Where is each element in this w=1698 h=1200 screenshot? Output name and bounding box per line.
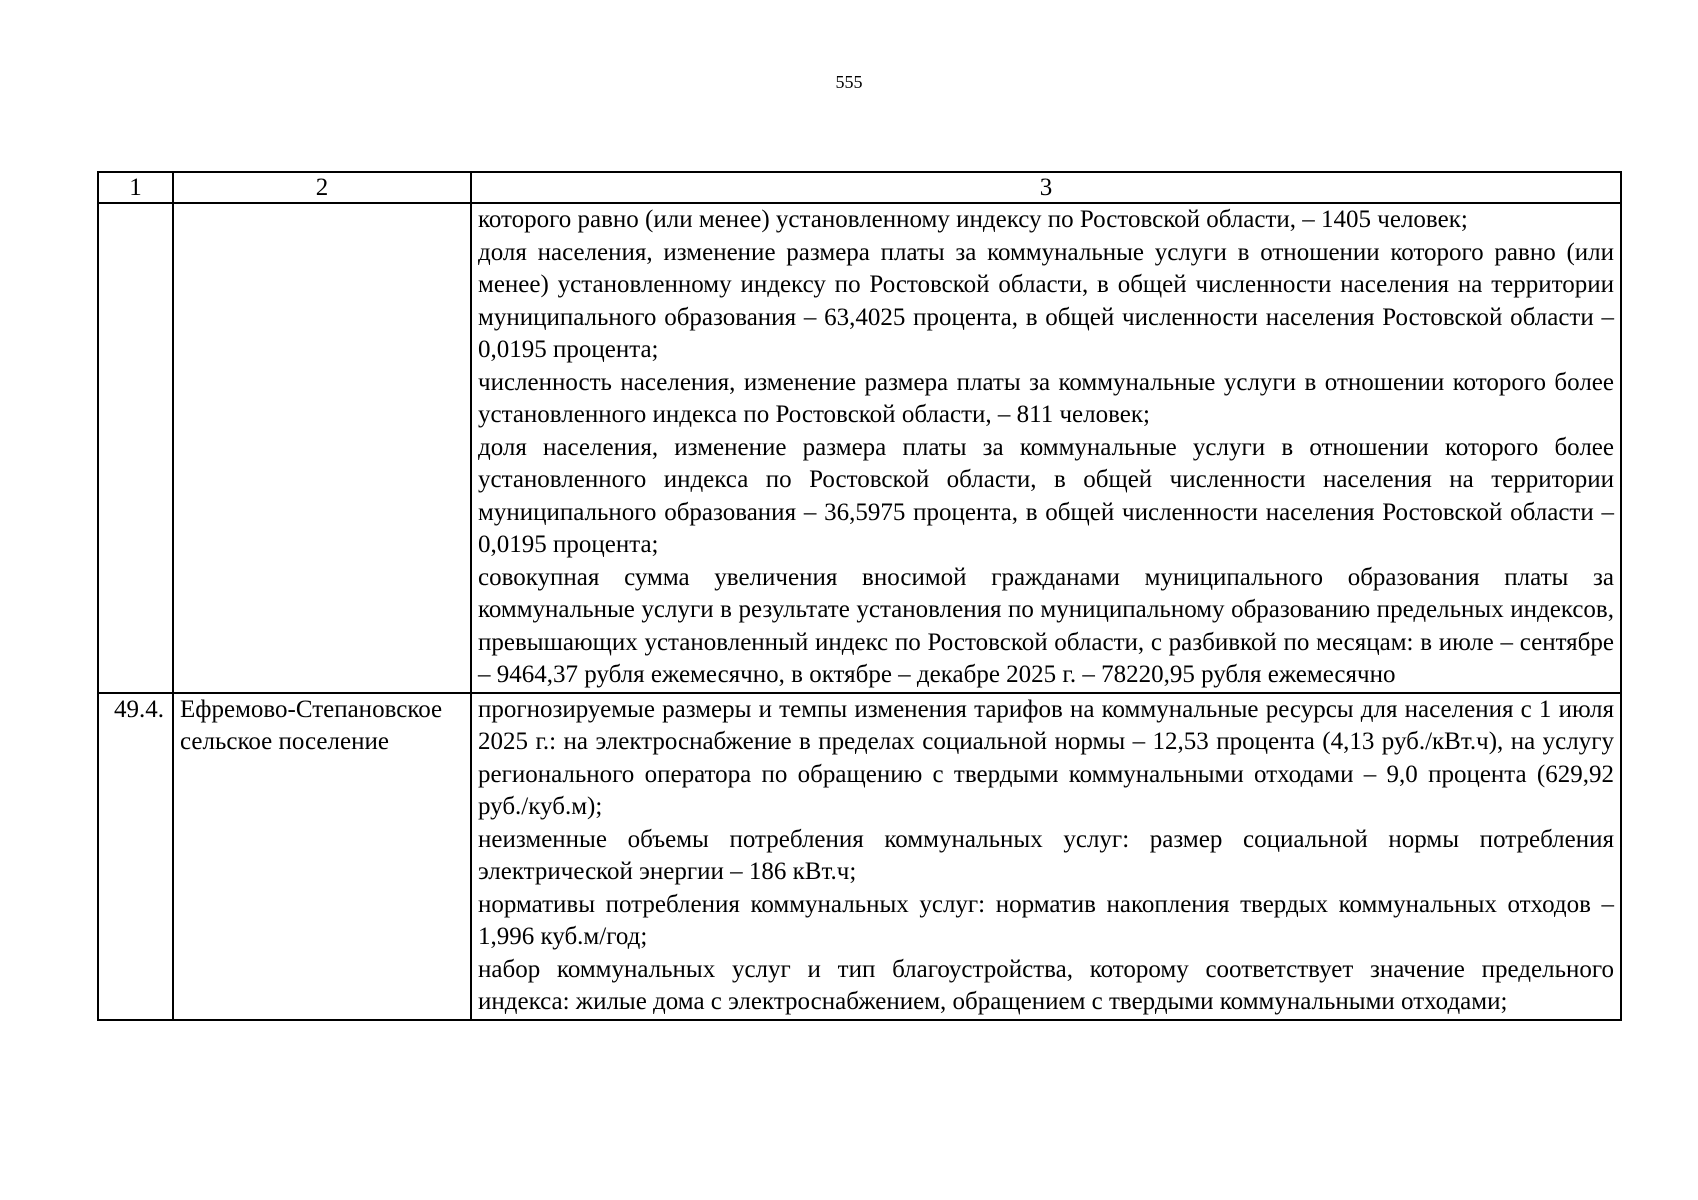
row-name-cell [173, 203, 471, 693]
row-number-cell [98, 203, 173, 693]
table-row [98, 693, 1621, 1020]
row-paragraph: которого равно (или менее) установленному индексу по Ростовской области, – 1405 человек; [478, 206, 1468, 233]
row-paragraph: неизменные объемы потребления коммунальных услуг: размер социальной нормы потребления электрической энергии – 186 кВт.ч; [478, 825, 1614, 885]
row-paragraph: нормативы потребления коммунальных услуг: норматив накопления твердых коммунальных отходов – 1,996 куб.м/год; [478, 890, 1614, 950]
table-row [98, 203, 1621, 693]
row-paragraph: набор коммунальных услуг и тип благоустройства, которому соответствует значение предельного индекса: жилые дома с электроснабжением, обращением с твердыми коммунальными отходами; [478, 955, 1614, 1015]
document-table [97, 171, 1622, 1021]
row-paragraph: совокупная сумма увеличения вносимой гражданами муниципального образования платы за коммунальные услуги в результате установления по муниципальному образованию предельных индексов, превышающих установленный индекс по Ростовской области, с разбивкой по месяцам: в июле – сентябре – 9464,37 рубля ежемесячно, в октябре – декабре 2025 г. – 78220,95 рубля ежемесячно [478, 563, 1614, 688]
row-text-cell [471, 203, 1621, 693]
column-header-2: 2 [173, 172, 471, 203]
row-paragraph: доля населения, изменение размера платы за коммунальные услуги в отношении которого более установленного индекса по Ростовской области, в общей численности населения на территории муниципального образования – 36,5975 процента, в общей численности населения Ростовской области – 0,0195 процента; [478, 433, 1614, 558]
row-paragraph: доля населения, изменение размера платы за коммунальные услуги в отношении которого равно (или менее) установленному индексу по Ростовской области, в общей численности населения на территории муниципального образования – 63,4025 процента, в общей численности населения Ростовской области – 0,0195 процента; [478, 238, 1614, 363]
row-text-cell [471, 693, 1621, 1020]
row-paragraph: прогнозируемые размеры и темпы изменения тарифов на коммунальные ресурсы для населения с 1 июля 2025 г.: на электроснабжение в пределах социальной нормы – 12,53 процента (4,13 руб./кВт.ч), на услугу регионального оператора по обращению с твердыми коммунальными отходами – 9,0 процента (629,92 руб./куб.м); [478, 695, 1614, 820]
page-number: 555 [835, 72, 863, 92]
table-header-row [98, 172, 1621, 203]
column-header-3: 3 [471, 172, 1621, 203]
row-number-cell: 49.4. [98, 693, 173, 1020]
column-header-1: 1 [98, 172, 173, 203]
row-name-cell: Ефремово-Степановское сельское поселение [173, 693, 471, 1020]
row-paragraph: численность населения, изменение размера платы за коммунальные услуги в отношении которого более установленного индекса по Ростовской области, – 811 человек; [478, 368, 1614, 428]
